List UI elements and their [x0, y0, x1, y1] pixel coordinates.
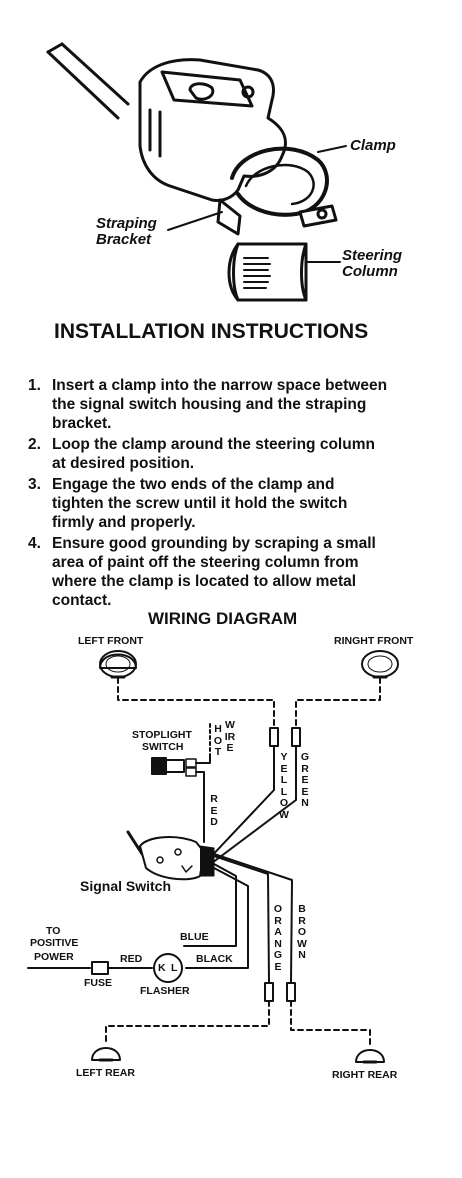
left-rear-lamp-icon: [92, 1048, 120, 1060]
right-front-lamp-icon: [362, 651, 398, 677]
instruction-step: 1. Insert a clamp into the narrow space between the signal switch housing and the straping bracket.: [28, 377, 388, 432]
green-wire-label: GREEN: [300, 751, 310, 809]
stoplight-switch-icon: [152, 758, 196, 776]
yellow-wire-label: YELLOW: [279, 751, 289, 821]
clamp-label: Clamp: [350, 137, 396, 154]
signal-switch-label: Signal Switch: [80, 878, 172, 894]
blue-label: BLUE: [180, 931, 209, 943]
brown-wire-label: BROWN: [297, 903, 307, 961]
bracket-label-line2: Bracket: [96, 231, 152, 248]
stoplight-label-line1: STOPLIGHT: [132, 729, 192, 741]
flasher-label: FLASHER: [140, 985, 190, 997]
positive-label: POSITIVE: [30, 937, 79, 949]
power-label: POWER: [34, 951, 74, 963]
left-front-label: LEFT FRONT: [78, 635, 144, 647]
wire-label: WIRE: [224, 719, 236, 754]
instruction-step: 2. Loop the clamp around the steering column at desired position.: [28, 436, 375, 472]
right-rear-lamp-icon: [356, 1050, 384, 1062]
instructions-title: INSTALLATION INSTRUCTIONS: [54, 320, 369, 343]
black-label: BLACK: [196, 953, 233, 965]
to-label: TO: [46, 925, 61, 937]
wiring-title: WIRING DIAGRAM: [148, 609, 298, 628]
left-front-lamp-icon: [100, 651, 136, 677]
right-front-label: RINGHT FRONT: [334, 636, 414, 647]
column-label-line2: Column: [342, 264, 398, 280]
flasher-l-label: L: [171, 962, 178, 974]
red-wire-label: RED: [210, 793, 218, 828]
right-rear-label: RIGHT REAR: [332, 1069, 398, 1081]
instruction-step: 4. Ensure good grounding by scraping a small area of paint off the steering column from where the clamp is located to allow metal contact.: [28, 535, 376, 609]
fuse-label: FUSE: [84, 977, 113, 989]
orange-wire-label: ORANGE: [273, 903, 283, 973]
stoplight-label-line2: SWITCH: [142, 741, 184, 753]
hot-wire-label: HOT: [213, 723, 223, 758]
left-rear-label: LEFT REAR: [76, 1067, 135, 1079]
signal-switch-icon: [128, 832, 214, 879]
instruction-step: 3. Engage the two ends of the clamp and tighten the screw until it hold the switch firmly and properly.: [28, 476, 348, 531]
red-horizontal-label: RED: [120, 953, 143, 965]
fuse-icon: [92, 962, 108, 974]
column-label-line1: Steering: [342, 248, 403, 264]
flasher-k-label: K: [158, 962, 166, 974]
bracket-label-line1: Straping: [96, 215, 157, 232]
